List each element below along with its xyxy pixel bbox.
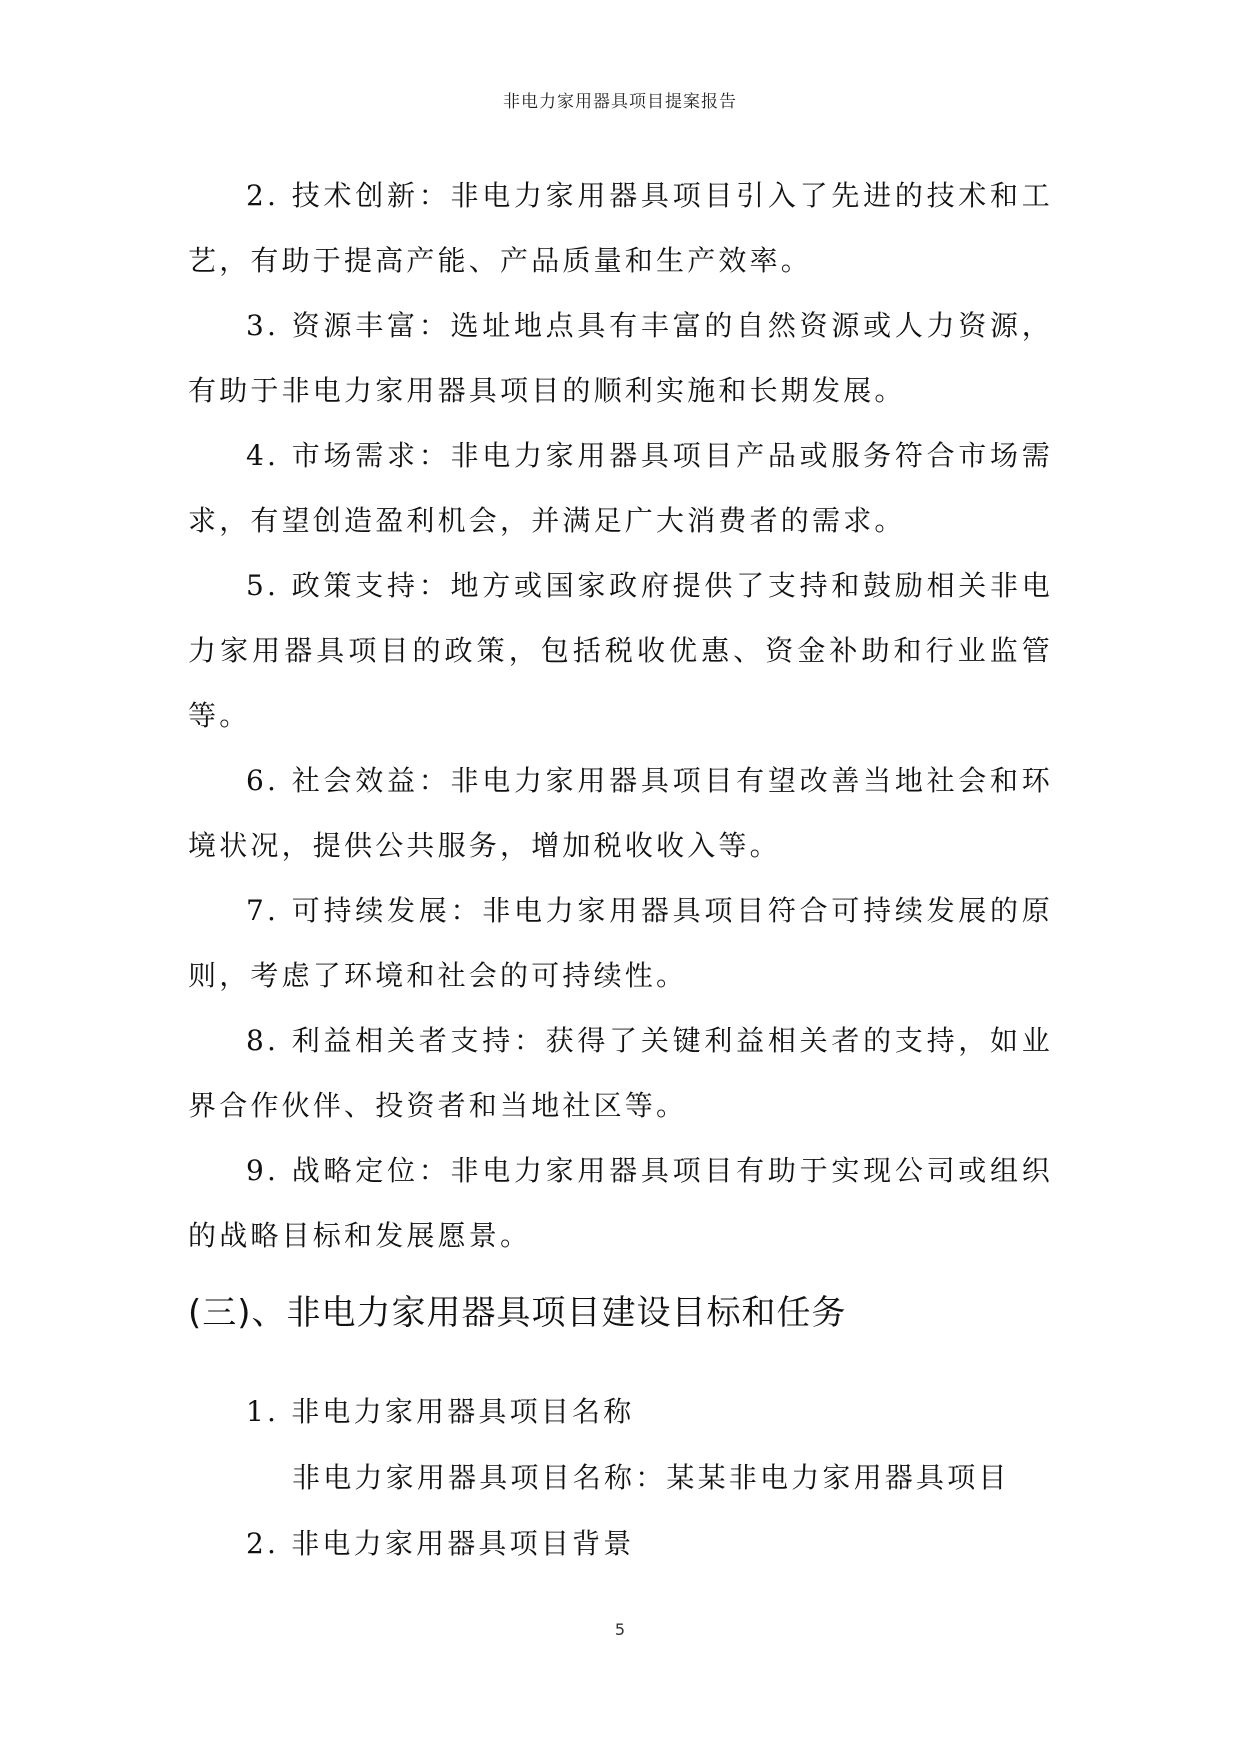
page-number: 5: [614, 1620, 626, 1639]
item-project-name-title: 1. 非电力家用器具项目名称: [246, 1395, 635, 1428]
paragraph-policy-support: 5. 政策支持：地方或国家政府提供了支持和鼓励相关非电力家用器具项目的政策，包括税收优惠、资金补助和行业监管等。: [188, 569, 1053, 732]
item-project-background-title: 2. 非电力家用器具项目背景: [246, 1527, 635, 1560]
body-text: [188, 163, 1053, 1268]
section-heading: (三)、非电力家用器具项目建设目标和任务: [188, 1293, 847, 1333]
paragraph-sustainable-development: 7. 可持续发展：非电力家用器具项目符合可持续发展的原则，考虑了环境和社会的可持续性。: [188, 894, 1053, 992]
paragraph-stakeholder-support: 8. 利益相关者支持：获得了关键利益相关者的支持，如业界合作伙伴、投资者和当地社区等。: [188, 1024, 1053, 1122]
paragraph-market-demand: 4. 市场需求：非电力家用器具项目产品或服务符合市场需求，有望创造盈利机会，并满足广大消费者的需求。: [188, 439, 1053, 537]
paragraph-technical-innovation: 2. 技术创新：非电力家用器具项目引入了先进的技术和工艺，有助于提高产能、产品质量和生产效率。: [188, 179, 1053, 277]
paragraph-abundant-resources: 3. 资源丰富：选址地点具有丰富的自然资源或人力资源，有助于非电力家用器具项目的顺利实施和长期发展。: [188, 309, 1053, 407]
item-project-name-detail: 非电力家用器具项目名称：某某非电力家用器具项目: [292, 1461, 1010, 1494]
paragraph-social-benefits: 6. 社会效益：非电力家用器具项目有望改善当地社会和环境状况，提供公共服务，增加税收收入等。: [188, 764, 1053, 862]
paragraph-strategic-positioning: 9. 战略定位：非电力家用器具项目有助于实现公司或组织的战略目标和发展愿景。: [188, 1154, 1053, 1252]
running-header: 非电力家用器具项目提案报告: [503, 92, 737, 112]
